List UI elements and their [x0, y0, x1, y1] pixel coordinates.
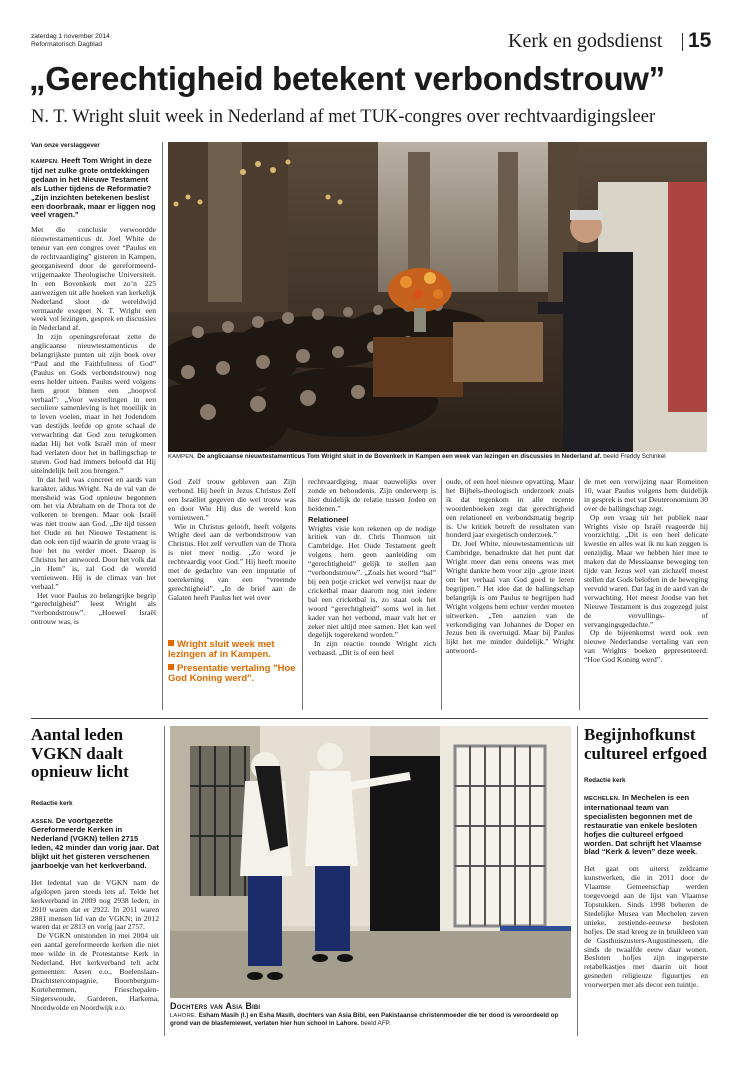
main-paragraph: rechtvaardiging, maar nauwelijks over zonde en behoudenis. Zijn onderwerp is hier duidelijk de relatie tussen Joden en heidenen.”: [308, 477, 436, 513]
right-intro: In Mechelen is een internationaal team van specialisten begonnen met de restauratie van enkele besloten hofjes die cultureel erfgoed worden. Dat schrijft het Vlaamse blad “Kerk & leven” deze week.: [584, 793, 702, 857]
church-congress-photo: [168, 142, 707, 452]
main-paragraph: Op een vraag uit het publiek naar Wrights visie op Israël reageerde hij voorzichtig. „Dit is een heel delicate kwestie en alles wat ik nu kan zeggen is eenzijdig. Maar we hebben hier mee te maken dat de Messiaanse beweging ten tijde van Jezus wel van zichzelf moest stellen dat Gods beloften in de beweging vervuld waren. Dat lag in de aard van de verwachting. Het meest Joodse van het Nieuwe Testament is dus zogezegd juist de vervullings- of vervangingsgedachte.”: [584, 512, 708, 629]
main-paragraph: oude, of een heel nieuwe opvatting. Maar het Bijbels-theologisch onderzoek zoals ik dat tegenkom in alle recente woordenboeken zegt dat gerechtigheid een relationeel en verbondsmatig begrip is. Uw kritiek betreft de resultaten van honderd jaar exegetisch onderzoek.”: [446, 477, 574, 540]
main-subheadline: N. T. Wright sluit week in Nederland af met TUK-congres over rechtvaardigingsleer: [31, 107, 656, 127]
main-column-4: [446, 478, 574, 656]
left-byline: Redactie kerk: [31, 799, 73, 807]
center-photo-place: LAHORE.: [170, 1013, 197, 1019]
promo-item[interactable]: [168, 664, 296, 684]
main-paragraph: Wrights visie kon rekenen op de nodige kritiek van dr. Chris Thomson uit Cambridge. Het Oude Testament geeft volgens hem geen aanleiding om “gerechtigheid” gelijk te stellen aan “verbondstrouw”. „Zoals het woord “bal” bij een potje cricket wel verwijst naar de cricketbal maar daarom nog niet iedere bal een cricketbal is, zo staat ook het woord “gerechtigheid” soms wel in het kader van het verbond, maar valt het er zeker niet altijd mee samen. Het kan wel degelijk togerekend worden.”: [308, 523, 436, 640]
left-intro: De voortgezette Gereformeerde Kerken in Nederland (VGKN) tellen 2715 leden, 42 minder dan vorig jaar. Dat blijkt uit het gisteren verschenen jaarboekje van het kerkverband.: [31, 815, 159, 871]
column-rule: [577, 726, 578, 1036]
main-photo-caption-text: De anglicaanse nieuwtestamenticus Tom Wright sluit in de Bovenkerk in Kampen een week van lezingen en discussies in Nederland af.: [197, 453, 602, 460]
school-doorway-photo: [170, 726, 571, 998]
main-photo-place: KAMPEN.: [168, 454, 196, 460]
header-paper: Reformatorisch Dagblad: [31, 41, 103, 48]
header-date: zaterdag 1 november 2014: [31, 33, 110, 40]
main-photo: [168, 142, 707, 452]
center-photo: [170, 726, 571, 998]
center-photo-title: Dochters van Asia Bibi: [170, 1001, 261, 1011]
main-paragraph: God Zelf trouw gebleven aan Zijn verbond. Hij heeft in Jezus Christus Zelf een Israëliet gegeven die wel trouw was en door Wie Hij dus de wereld kon vernieuwen.”: [168, 477, 296, 522]
main-paragraph: In zijn reactie toonde Wright zich verbaasd. „Dit is of een heel: [308, 639, 436, 658]
column-rule: [162, 142, 163, 710]
right-dateline: MECHELEN.: [584, 796, 620, 802]
main-dateline: KAMPEN.: [31, 159, 60, 165]
main-paragraph: de met een verwijzing naar Romeinen 10, waar Paulus volgens hem duidelijk in gesprek is met vat Deuteronomium 30 over de ballingschap zegt.: [584, 477, 709, 513]
main-headline: „Gerechtigheid betekent verbondstrouw”: [29, 60, 665, 97]
column-rule: [164, 726, 165, 1036]
center-photo-credit: beeld AFP.: [360, 1020, 391, 1027]
center-photo-caption-text: Esham Masih (l.) en Esha Masih, dochters van Asia Bibi, een Pakistaanse christenmoeder die ter dood is veroordeeld op grond van de blasfemiewet, verlaten hier hun school in Lahore.: [170, 1012, 559, 1027]
promo-text: Wright sluit week met lezingen af in Kampen.: [168, 639, 275, 660]
left-headline: Aantal leden VGKN daalt opnieuw licht: [31, 725, 129, 781]
promo-item[interactable]: [168, 640, 296, 660]
promo-box: [168, 640, 296, 684]
section-divider: [31, 718, 708, 719]
promo-text: Presentatie vertaling "Hoe God Koning werd".: [168, 663, 296, 684]
main-paragraph: In dat heil was concreet en aards van karakter, aldus Wright. Na de val van de mensheid was God opnieuw begonnen om het via Abraham en de Thora tot de volkeren te brengen. Maar ook Israël was niet trouw aan God. „De tijd tussen het Oude en het Nieuwe Testament is dan ook een tijd waarin de grote vraag is hoe het nu verder moet. Daarop is Christus het antwoord. Door het volk dat „in Hem” is, zal God de wereld vernieuwen. Hij is de climax van het verhaal.”: [31, 474, 156, 591]
left-article: [31, 726, 159, 1013]
main-column-3: [308, 478, 436, 658]
main-photo-credit: beeld Freddy Schinkel: [603, 453, 666, 460]
main-paragraph: Op de bijeenkomst werd ook een nieuwe Nederlandse vertaling van een van Wrights boeken gepresenteerd: “Hoe God Koning werd”.: [584, 628, 708, 665]
left-paragraph: Het ledental van de VGKN nam de afgelopen jaren steeds iets af. Telde het kerkverband in 2009 nog 2938 leden, in 2010 waren dat er 2922. In 2011 waren 2881 mensen lid van de VGKN; in 2012 waren dat er 2813 en vorig jaar 2757.: [31, 877, 159, 932]
column-rule: [302, 478, 303, 710]
header-divider: [682, 33, 683, 51]
main-paragraph: Met die conclusie verwoordde nieuwtestamenticus dr. Joel White de teneur van een congres over “Paulus en de rechtvaardiging” gisteren in Kampen, georganiseerd door de gereformeerd-vrijgemaakte Theologische Universiteit. In een Bovenkerk met zo’n 225 aanwezigen uit alle hoeken van kerkelijk Nederland sloot de wereldwijd vermaarde exegeet N. T. Wright een week vol lezingen, gesprek en discussies in Nederland af.: [31, 225, 156, 333]
right-byline: Redactie kerk: [584, 777, 626, 784]
column-rule: [579, 478, 580, 710]
section-title: Kerk en godsdienst: [508, 30, 663, 52]
left-dateline: ASSEN.: [31, 818, 54, 825]
right-article: [584, 726, 708, 990]
page-number: 15: [688, 29, 712, 52]
column-rule: [441, 478, 442, 710]
left-paragraph: De VGKN ontstonden in mei 2004 uit een aantal gereformeerde kerken die niet mee wilde in de Protestantse Kerk in Nederland. Het kerkverband telt acht gemeenten: Assen e.o., Boelenslaan-Drachtstercompagnie, Boornbergum-Kortehemmen, Frieschepalen-Siegerswoude, Garderen, Harkema, Noordwolde en Noordwijk e.o.: [31, 931, 159, 1012]
subhead-relationeel: Relationeel: [308, 514, 349, 524]
right-headline: Begijnhofkunst cultureel erfgoed: [584, 725, 707, 763]
main-column-2: [168, 478, 296, 603]
main-paragraph: Dr. Joel White, nieuwtestamenticus uit Cambridge, benadrukte dat het punt dat Wright meer dan eens oneens was met Wright dankte hem voor zijn „grote inzet om het verhaal van God goed te leren begrijpen.” Het idee dat de ballingschap belangrijk is om Paulus te begrijpen had Wright volgens hem echter verder moeten uitwerken. „Ten aanzien van de verkondiging van Johannes de Doper en Jezus ben ik overtuigd. Maar bij Paulus lijkt het me minder duidelijk.” Wright antwoord-: [446, 539, 574, 656]
main-intro: Heeft Tom Wright in deze tijd net zulke grote ontdekkingen gedaan in het Nieuwe Testament als Luther tijdens de Reformatie? „Zijn inzichten betekenen beslist een doorbraak, maar er liggen nog veel vragen.”: [31, 156, 156, 220]
main-column-1: [31, 142, 156, 627]
right-paragraph: Het gaat om uiterst zeldzame kunstwerken, die in 2011 door de Vlaamse Gemeenschap werden toegevoegd aan de lijst van Vlaamse Topstukken. Sinds 1998 beheren de Stedelijke Musea van Mechelen zeven unieke, zestiende-eeuwse besloten hofjes. De stad kreeg ze in bruikleen van de Gasthuiszusters-Augustinessen, die sinds de twaalfde eeuw daar wonen. Besloten hofjes zijn ingeperste retabelkastjes met daarin uit hout gesneden religieuze figuurtjes en voorwerpen met als decor een tuintje.: [584, 864, 708, 990]
main-paragraph: Wie in Christus gelooft, heeft volgens Wright deel aan de verbondstrouw van Christus. Het zelf vervullen van de Thora is niet meer nodig. „Zo word je rechtvaardig voor God.” Hij heeft moeite met de gedachte van een imputatie of toerekening van een “vreemde gerechtigheid”. „In de brief aan de Galaten heeft Paulus het wel over: [168, 521, 296, 602]
main-photo-caption: [168, 453, 707, 461]
main-column-5: [584, 478, 708, 665]
main-byline: Van onze verslaggever: [31, 142, 100, 149]
main-paragraph: Het voor Paulus zo belangrijke begrip “gerechtigheid” leest Wright als “verbondstrouw”. „Hoewel Israël ontrouw was, is: [31, 590, 156, 627]
main-paragraph: In zijn openingsreferaat zette de anglicaanse nieuwtestamenticus de belangrijkste punten uit zijn boek over “Paul and the Faithfulness of God” (Paulus en Gods verbondstrouw) nog eens helder uiteen. Paulus werd volgens hem groot binnen een „hoopvol verhaal”: „Voor westerlingen in een seculiere samenleving is het moeilijk in te leven voelen, maar in het Jodendom van destijds leefde op grote schaal de verwachting dat God zou terugkomen nadat Hij het volk Israël min of meer had verlaten door het in ballingschap te sturen. God had immers beloofd dat Hij uiteindelijk heil zou brengen.”: [31, 332, 156, 475]
center-photo-caption: [170, 1001, 571, 1028]
